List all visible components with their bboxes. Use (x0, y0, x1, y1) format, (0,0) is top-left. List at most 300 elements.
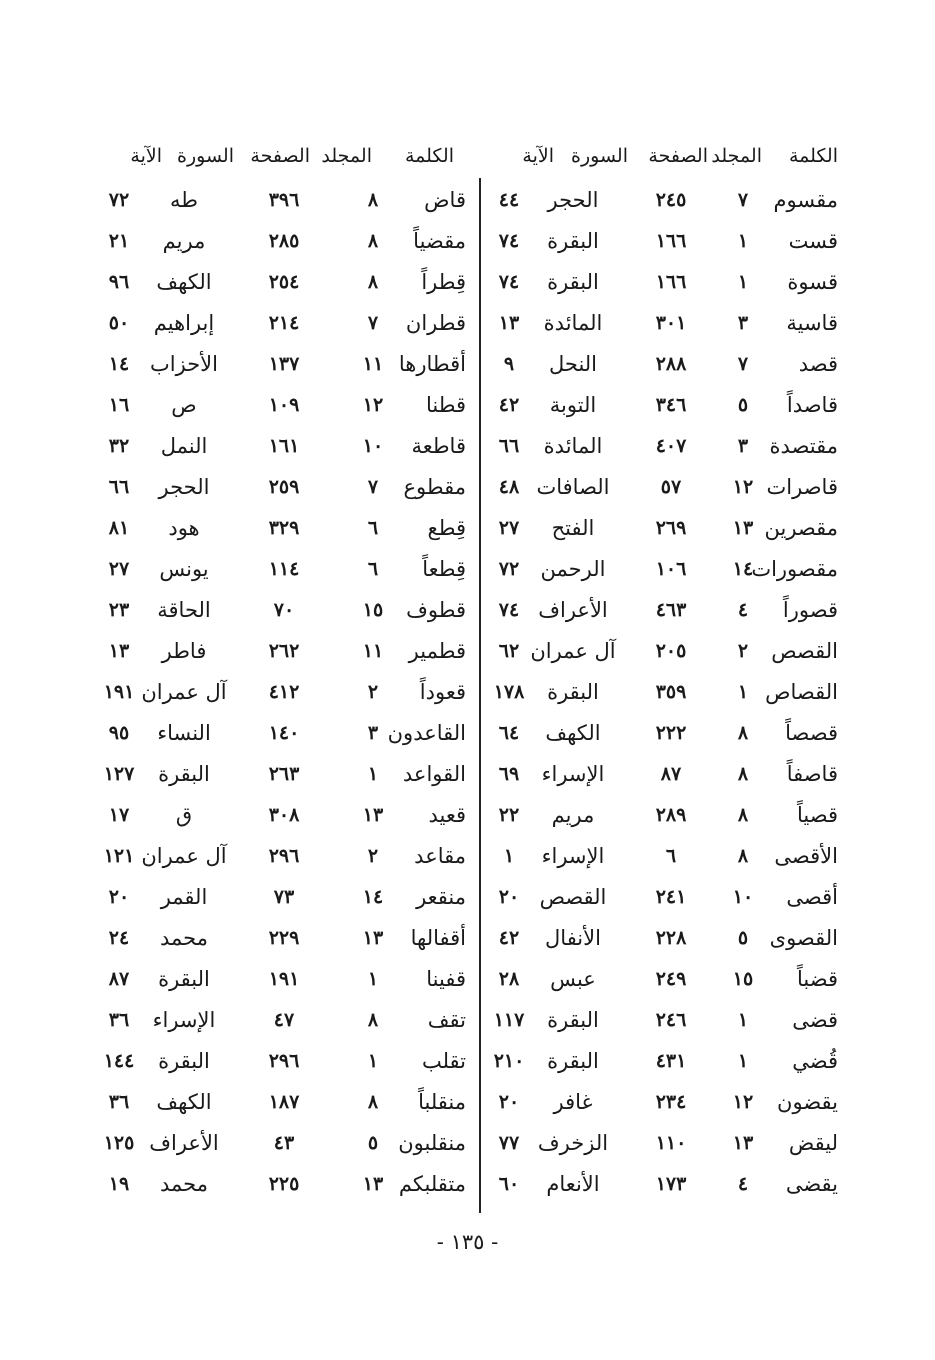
entry-page: ٨٧ (660, 763, 682, 785)
entry-volume: ٤ (737, 1173, 749, 1195)
entry-page: ٤٦٣ (655, 599, 687, 621)
entry-word: قفينا (426, 967, 466, 991)
entry-word: الأقصى (774, 844, 838, 868)
entry-page: ٢٤٩ (655, 968, 687, 990)
entry-volume: ٢ (737, 640, 749, 662)
entry-word: يقضون (777, 1090, 838, 1114)
entry-volume: ٢ (367, 845, 379, 867)
table-row (492, 344, 850, 385)
entry-volume: ٨ (737, 763, 749, 785)
entry-verse: ٢٤ (108, 927, 130, 949)
entry-surah: البقرة (547, 1008, 599, 1032)
entry-volume: ١ (367, 968, 379, 990)
entry-surah: المائدة (543, 311, 603, 335)
entry-surah: الكهف (545, 721, 601, 745)
entry-volume: ١١ (362, 640, 384, 662)
entry-surah: القصص (539, 885, 607, 909)
entry-word: قطمير (408, 639, 466, 663)
entry-verse: ١٣ (108, 640, 130, 662)
entry-verse: ٢١٠ (493, 1050, 525, 1072)
entry-page: ١٦٦ (655, 230, 687, 252)
table-row (100, 959, 472, 1000)
table-row (100, 672, 472, 713)
entry-volume: ١٤ (362, 886, 384, 908)
entry-verse: ١٢١ (103, 845, 135, 867)
entry-surah: الحجر (547, 188, 599, 212)
entry-verse: ٦٤ (498, 722, 520, 744)
entry-page: ٢٦٣ (268, 763, 300, 785)
entry-verse: ٢٠ (498, 1091, 520, 1113)
table-row (100, 1041, 472, 1082)
entry-page: ٧٠ (273, 599, 295, 621)
entry-word: قطوف (406, 598, 466, 622)
column-divider (479, 178, 481, 1213)
entry-surah: النساء (157, 721, 211, 745)
entry-surah: الزخرف (537, 1131, 609, 1155)
entry-page: ٤٣١ (655, 1050, 687, 1072)
table-header (100, 132, 472, 180)
entry-surah: البقرة (158, 1049, 210, 1073)
entry-surah: الحاقة (157, 598, 211, 622)
entry-page: ٦ (665, 845, 677, 867)
entry-surah: آل عمران (141, 680, 227, 704)
entry-word: قسوة (787, 270, 838, 294)
table-row (100, 467, 472, 508)
table-row (492, 754, 850, 795)
entry-surah: الفتح (551, 516, 595, 540)
entry-surah: يونس (159, 557, 209, 581)
entry-surah: هود (168, 516, 200, 540)
entry-verse: ٢٧ (498, 517, 520, 539)
entry-word: القصص (771, 639, 838, 663)
entry-verse: ٢٢ (498, 804, 520, 826)
entry-surah: طه (170, 188, 198, 212)
entry-word: منقعر (416, 885, 466, 909)
entry-surah: القمر (160, 885, 208, 909)
entry-surah: البقرة (547, 680, 599, 704)
entry-surah: البقرة (547, 1049, 599, 1073)
entry-word: قاض (424, 188, 466, 212)
entry-word: قاطعة (411, 434, 466, 458)
entry-verse: ١٤٤ (103, 1050, 135, 1072)
entry-page: ٣٤٦ (655, 394, 687, 416)
table-row (100, 221, 472, 262)
header-page: الصفحة (250, 145, 310, 167)
entry-verse: ٧٢ (108, 189, 130, 211)
entry-page: ٤١٢ (268, 681, 300, 703)
entry-volume: ٦ (367, 558, 379, 580)
entry-surah: البقرة (547, 229, 599, 253)
header-verse: الآية (522, 145, 554, 167)
entry-surah: الإسراء (152, 1008, 216, 1032)
entry-word: قاصداً (786, 393, 838, 417)
entry-volume: ٧ (737, 189, 749, 211)
entry-surah: الأنعام (546, 1172, 600, 1196)
table-row (100, 795, 472, 836)
entry-surah: محمد (160, 926, 208, 950)
entry-word: مقتصدة (769, 434, 838, 458)
entry-word: قُضي (792, 1049, 838, 1073)
entry-page: ٢٨٨ (655, 353, 687, 375)
entry-word: قضباً (797, 967, 838, 991)
entry-volume: ١ (737, 230, 749, 252)
header-surah: السورة (571, 145, 628, 167)
entry-word: قِطعاً (422, 557, 466, 581)
entry-surah: النمل (160, 434, 208, 458)
entry-volume: ١ (737, 681, 749, 703)
entry-surah: الأعراف (538, 598, 608, 622)
table-row (492, 180, 850, 221)
entry-verse: ١٩١ (103, 681, 135, 703)
entry-verse: ٢٠ (498, 886, 520, 908)
table-row (492, 426, 850, 467)
entry-word: قِطع (427, 516, 466, 540)
entry-word: القصاص (765, 680, 838, 704)
entry-verse: ٤٢ (498, 394, 520, 416)
table-row (492, 959, 850, 1000)
table-row (100, 631, 472, 672)
entry-surah: الأحزاب (150, 352, 218, 376)
entry-verse: ٨١ (108, 517, 130, 539)
entry-verse: ١ (503, 845, 515, 867)
table-row (492, 1041, 850, 1082)
entry-page: ٢٢٥ (268, 1173, 300, 1195)
entry-surah: الحجر (158, 475, 210, 499)
table-row (100, 590, 472, 631)
entry-word: منقلبون (398, 1131, 466, 1155)
entry-page: ١٦١ (268, 435, 300, 457)
entry-page: ١٧٣ (655, 1173, 687, 1195)
entry-page: ١٩١ (268, 968, 300, 990)
entry-page: ٤٧ (273, 1009, 295, 1031)
table-row (492, 385, 850, 426)
entry-volume: ١٥ (732, 968, 754, 990)
entry-word: مقصورات (751, 557, 838, 581)
table-row (100, 1000, 472, 1041)
entry-word: منقلباً (418, 1090, 466, 1114)
entry-page: ٢٦٩ (655, 517, 687, 539)
entry-surah: الأعراف (149, 1131, 219, 1155)
entry-page: ٢٤٦ (655, 1009, 687, 1031)
entry-surah: ق (175, 803, 193, 827)
entry-verse: ٧٢ (498, 558, 520, 580)
entry-volume: ٤ (737, 599, 749, 621)
entry-word: القصوى (769, 926, 838, 950)
entry-page: ٢٠٥ (655, 640, 687, 662)
entry-volume: ١٣ (362, 804, 384, 826)
entry-volume: ١٣ (362, 927, 384, 949)
entry-page: ٣٥٩ (655, 681, 687, 703)
entry-word: قِطراً (421, 270, 466, 294)
table-row (492, 795, 850, 836)
entry-surah: البقرة (547, 270, 599, 294)
entry-surah: التوبة (549, 393, 597, 417)
table-row (100, 877, 472, 918)
entry-word: قصد (798, 352, 838, 376)
entry-surah: النحل (548, 352, 598, 376)
entry-verse: ٤٤ (498, 189, 520, 211)
entry-volume: ٥ (737, 927, 749, 949)
entry-word: قاصرات (766, 475, 838, 499)
table-row (492, 1123, 850, 1164)
entry-page: ٢٨٥ (268, 230, 300, 252)
entry-word: قاسية (786, 311, 838, 335)
table-row (100, 385, 472, 426)
entry-page: ٣٢٩ (268, 517, 300, 539)
entry-verse: ١٣ (498, 312, 520, 334)
entry-word: قضى (792, 1008, 838, 1032)
entry-volume: ١٣ (732, 517, 754, 539)
entry-volume: ٨ (367, 1091, 379, 1113)
entry-verse: ٧٤ (498, 599, 520, 621)
entry-word: مقاعد (414, 844, 466, 868)
entry-word: مقصرين (764, 516, 838, 540)
table-row (100, 344, 472, 385)
entry-page: ٣٠١ (655, 312, 687, 334)
entry-volume: ١٢ (732, 476, 754, 498)
entry-volume: ١٢ (732, 1091, 754, 1113)
entry-page: ٧٣ (273, 886, 295, 908)
entry-page: ٢٥٩ (268, 476, 300, 498)
entry-verse: ٤٢ (498, 927, 520, 949)
entry-volume: ١٠ (732, 886, 754, 908)
entry-verse: ٣٦ (108, 1009, 130, 1031)
entry-verse: ٣٢ (108, 435, 130, 457)
entry-volume: ٣ (737, 312, 749, 334)
table-header (492, 132, 850, 180)
entry-surah: البقرة (158, 967, 210, 991)
entry-verse: ٥٠ (108, 312, 130, 334)
table-row (100, 1082, 472, 1123)
table-row (100, 549, 472, 590)
entry-verse: ١٧٨ (493, 681, 525, 703)
entry-verse: ٨٧ (108, 968, 130, 990)
entry-page: ٢٩٦ (268, 1050, 300, 1072)
entry-surah: ص (171, 393, 197, 417)
entry-page: ٢٩٦ (268, 845, 300, 867)
entry-surah: الصافات (536, 475, 610, 499)
header-word: الكلمة (404, 145, 454, 167)
entry-page: ٣٠٨ (268, 804, 300, 826)
header-page: الصفحة (648, 145, 708, 167)
table-row (492, 836, 850, 877)
entry-surah: المائدة (543, 434, 603, 458)
entry-word: مقضياً (413, 229, 466, 253)
table-row (100, 918, 472, 959)
table-row (492, 631, 850, 672)
entry-word: قصوراً (782, 598, 838, 622)
table-row (492, 1000, 850, 1041)
table-row (492, 590, 850, 631)
table-body (492, 180, 850, 1205)
entry-page: ٣٩٦ (268, 189, 300, 211)
table-row (100, 713, 472, 754)
entry-volume: ١ (367, 763, 379, 785)
header-volume: المجلد (321, 145, 372, 167)
table-row (492, 672, 850, 713)
entry-surah: مريم (551, 803, 595, 827)
entry-surah: محمد (160, 1172, 208, 1196)
entry-volume: ١٤ (732, 558, 754, 580)
entry-page: ٤٣ (273, 1132, 295, 1154)
entry-surah: الأنفال (545, 926, 601, 950)
entry-page: ١٤٠ (268, 722, 300, 744)
entry-volume: ١٠ (362, 435, 384, 457)
header-surah: السورة (177, 145, 234, 167)
entry-word: متقلبكم (398, 1172, 466, 1196)
entry-verse: ٦٢ (498, 640, 520, 662)
table-row (100, 426, 472, 467)
entry-volume: ٨ (367, 189, 379, 211)
header-verse: الآية (130, 145, 162, 167)
entry-surah: عبس (550, 967, 596, 991)
table-row (492, 262, 850, 303)
entry-page: ١١٤ (268, 558, 300, 580)
entry-page: ٥٧ (660, 476, 682, 498)
entry-verse: ٦٠ (498, 1173, 520, 1195)
entry-verse: ٦٩ (498, 763, 520, 785)
table-row (492, 303, 850, 344)
entry-volume: ٨ (367, 230, 379, 252)
entry-surah: غافر (553, 1090, 593, 1114)
entry-word: قاصفاً (786, 762, 838, 786)
entry-volume: ٨ (737, 845, 749, 867)
entry-volume: ١ (737, 271, 749, 293)
entry-verse: ٦٦ (108, 476, 130, 498)
entry-volume: ٨ (737, 722, 749, 744)
entry-page: ٢٦٢ (268, 640, 300, 662)
entry-surah: آل عمران (530, 639, 616, 663)
table-row (100, 754, 472, 795)
table-row (100, 303, 472, 344)
entry-surah: الرحمن (540, 557, 606, 581)
entry-surah: الكهف (156, 270, 212, 294)
entry-word: تقف (427, 1008, 466, 1032)
entry-volume: ١٥ (362, 599, 384, 621)
table-row (100, 1164, 472, 1205)
entry-volume: ١١ (362, 353, 384, 375)
table-row (100, 180, 472, 221)
entry-volume: ١٣ (362, 1173, 384, 1195)
entry-volume: ٣ (367, 722, 379, 744)
entry-word: مقسوم (773, 188, 838, 212)
entry-verse: ١٢٧ (103, 763, 135, 785)
entry-volume: ٧ (367, 312, 379, 334)
entry-surah: فاطر (161, 639, 207, 663)
header-volume: المجلد (711, 145, 762, 167)
table-row (492, 508, 850, 549)
entry-verse: ٧٤ (498, 271, 520, 293)
entry-volume: ١٢ (362, 394, 384, 416)
entry-volume: ١ (737, 1050, 749, 1072)
entry-page: ٢٨٩ (655, 804, 687, 826)
header-word: الكلمة (788, 145, 838, 167)
entry-verse: ٢١ (108, 230, 130, 252)
entry-word: قعيد (428, 803, 466, 827)
entry-verse: ٦٦ (498, 435, 520, 457)
entry-surah: مريم (162, 229, 206, 253)
entry-page: ١١٠ (655, 1132, 687, 1154)
entry-verse: ١١٧ (493, 1009, 525, 1031)
entry-volume: ٣ (737, 435, 749, 457)
entry-verse: ٩ (503, 353, 515, 375)
entry-surah: الكهف (156, 1090, 212, 1114)
entry-verse: ١٩ (108, 1173, 130, 1195)
entry-word: ليقض (788, 1131, 838, 1155)
entry-volume: ١ (737, 1009, 749, 1031)
entry-verse: ١٧ (108, 804, 130, 826)
entry-page: ٢٢٢ (655, 722, 687, 744)
entry-word: قعوداً (419, 680, 466, 704)
table-row (100, 262, 472, 303)
entry-volume: ٨ (367, 1009, 379, 1031)
entry-verse: ٢٧ (108, 558, 130, 580)
entry-verse: ٤٨ (498, 476, 520, 498)
table-row (100, 508, 472, 549)
entry-page: ٢١٤ (268, 312, 300, 334)
table-body (100, 180, 472, 1205)
table-row (492, 918, 850, 959)
entry-word: القاعدون (387, 721, 466, 745)
entry-volume: ٥ (367, 1132, 379, 1154)
entry-volume: ١٣ (732, 1132, 754, 1154)
entry-verse: ٢٣ (108, 599, 130, 621)
table-row (100, 836, 472, 877)
entry-word: قطنا (425, 393, 466, 417)
table-row (492, 877, 850, 918)
entry-word: قطران (405, 311, 466, 335)
entry-volume: ٦ (367, 517, 379, 539)
entry-page: ١٠٩ (268, 394, 300, 416)
table-row (492, 549, 850, 590)
entry-verse: ٩٥ (108, 722, 130, 744)
entry-word: يقضى (785, 1172, 838, 1196)
entry-verse: ٢٠ (108, 886, 130, 908)
table-row (492, 713, 850, 754)
entry-word: مقطوع (403, 475, 466, 499)
table-row (492, 1082, 850, 1123)
entry-word: أقطارها (398, 352, 466, 376)
entry-volume: ٧ (737, 353, 749, 375)
entry-volume: ٥ (737, 394, 749, 416)
entry-verse: ٧٤ (498, 230, 520, 252)
entry-word: أقفالها (410, 926, 466, 950)
entry-page: ٢٤٥ (655, 189, 687, 211)
entry-volume: ١ (367, 1050, 379, 1072)
entry-surah: آل عمران (141, 844, 227, 868)
entry-page: ١٠٦ (655, 558, 687, 580)
right-index-table (492, 132, 850, 1205)
entry-page: ١٦٦ (655, 271, 687, 293)
entry-verse: ٢٨ (498, 968, 520, 990)
table-row (492, 221, 850, 262)
entry-verse: ٧٧ (498, 1132, 520, 1154)
entry-volume: ٨ (367, 271, 379, 293)
table-row (100, 1123, 472, 1164)
entry-word: قصياً (797, 803, 838, 827)
entry-surah: إبراهيم (153, 311, 215, 335)
entry-surah: الإسراء (541, 844, 605, 868)
entry-page: ١٨٧ (268, 1091, 300, 1113)
entry-page: ١٣٧ (268, 353, 300, 375)
entry-word: تقلب (421, 1049, 466, 1073)
entry-word: قصصاً (785, 721, 838, 745)
entry-page: ٢٥٤ (268, 271, 300, 293)
entry-verse: ١٢٥ (103, 1132, 135, 1154)
entry-volume: ٧ (367, 476, 379, 498)
entry-verse: ١٤ (108, 353, 130, 375)
page-number: - ١٣٥ - (436, 1230, 499, 1254)
